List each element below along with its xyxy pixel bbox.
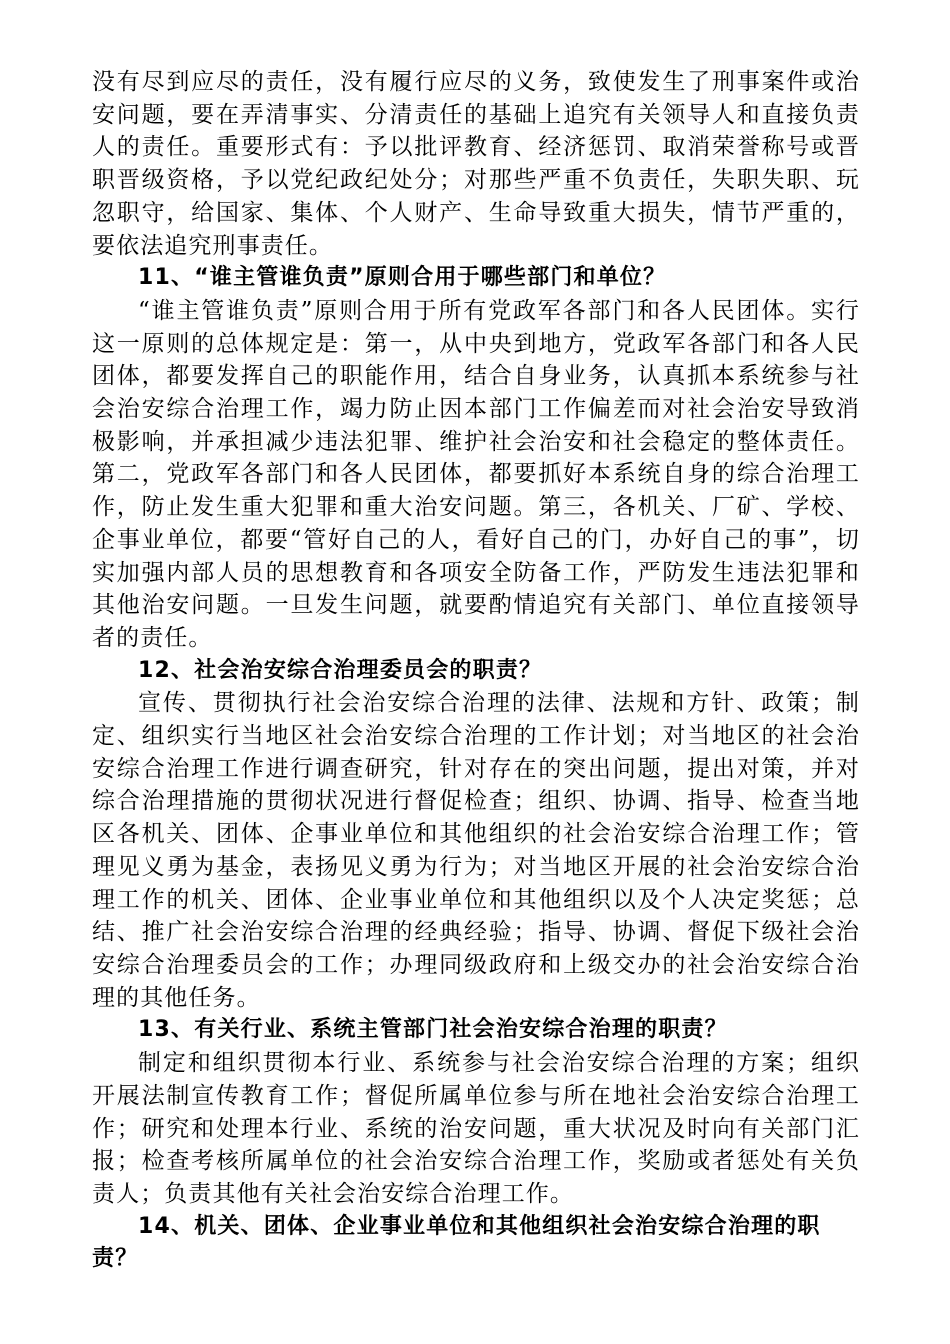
section-heading-14: 14、机关、团体、企业事业单位和其他组织社会治安综合治理的职责？ — [92, 1213, 821, 1272]
section-heading-12: 12、社会治安综合治理委员会的职责？ — [138, 657, 543, 683]
section-body-11: “谁主管谁负责”原则合用于所有党政军各部门和各人民团体。实行这一原则的总体规定是：第一，从中央到地方，党政军各部门和各人民团体，都要发挥自己的职能作用，结合自身业务，认真抓本系统参与社会治安综合治理工作，竭力防止因本部门工作偏差而对社会治安导致消极影响，并承担减少违法犯罪、维护社会治安和社会稳定的整体责任。第二，党政军各部门和各人民团体，都要抓好本系统自身的综合治理工作，防止发生重大犯罪和重大治安问题。第三，各机关、厂矿、学校、企事业单位，都要“管好自己的人，看好自己的门，办好自己的事”，切实加强内部人员的思想教育和各项安全防备工作，严防发生违法犯罪和其他治安问题。一旦发生问题，就要酌情追究有关部门、单位直接领导者的责任。 — [92, 297, 860, 651]
section-body-12: 宣传、贯彻执行社会治安综合治理的法律、法规和方针、政策；制定、组织实行当地区社会治安综合治理的工作计划；对当地区的社会治安综合治理工作进行调查研究，针对存在的突出问题，提出对策，并对综合治理措施的贯彻状况进行督促检查；组织、协调、指导、检查当地区各机关、团体、企事业单位和其他组织的社会治安综合治理工作；管理见义勇为基金，表扬见义勇为行为；对当地区开展的社会治安综合治理工作的机关、团体、企业事业单位和其他组织以及个人决定奖惩；总结、推广社会治安综合治理的经典经验；指导、协调、督促下级社会治安综合治理委员会的工作；办理同级政府和上级交办的社会治安综合治理的其他任务。 — [92, 690, 860, 1011]
document-page — [92, 66, 860, 1276]
opening-paragraph: 没有尽到应尽的责任，没有履行应尽的义务，致使发生了刑事案件或治安问题，要在弄清事实、分清责任的基础上追究有关领导人和直接负责人的责任。重要形式有：予以批评教育、经济惩罚、取消荣誉称号或晋职晋级资格，予以党纪政纪处分；对那些严重不负责任，失职失职、玩忽职守，给国家、集体、个人财产、生命导致重大损失，情节严重的，要依法追究刑事责任。 — [92, 69, 860, 259]
section-body-13: 制定和组织贯彻本行业、系统参与社会治安综合治理的方案；组织开展法制宣传教育工作；督促所属单位参与所在地社会治安综合治理工作；研究和处理本行业、系统的治安问题，重大状况及时向有关部门汇报；检查考核所属单位的社会治安综合治理工作，奖励或者惩处有关负责人；负责其他有关社会治安综合治理工作。 — [92, 1050, 860, 1207]
section-heading-13: 13、有关行业、系统主管部门社会治安综合治理的职责？ — [138, 1017, 728, 1043]
section-heading-11: 11、“谁主管谁负责”原则合用于哪些部门和单位？ — [138, 265, 667, 291]
